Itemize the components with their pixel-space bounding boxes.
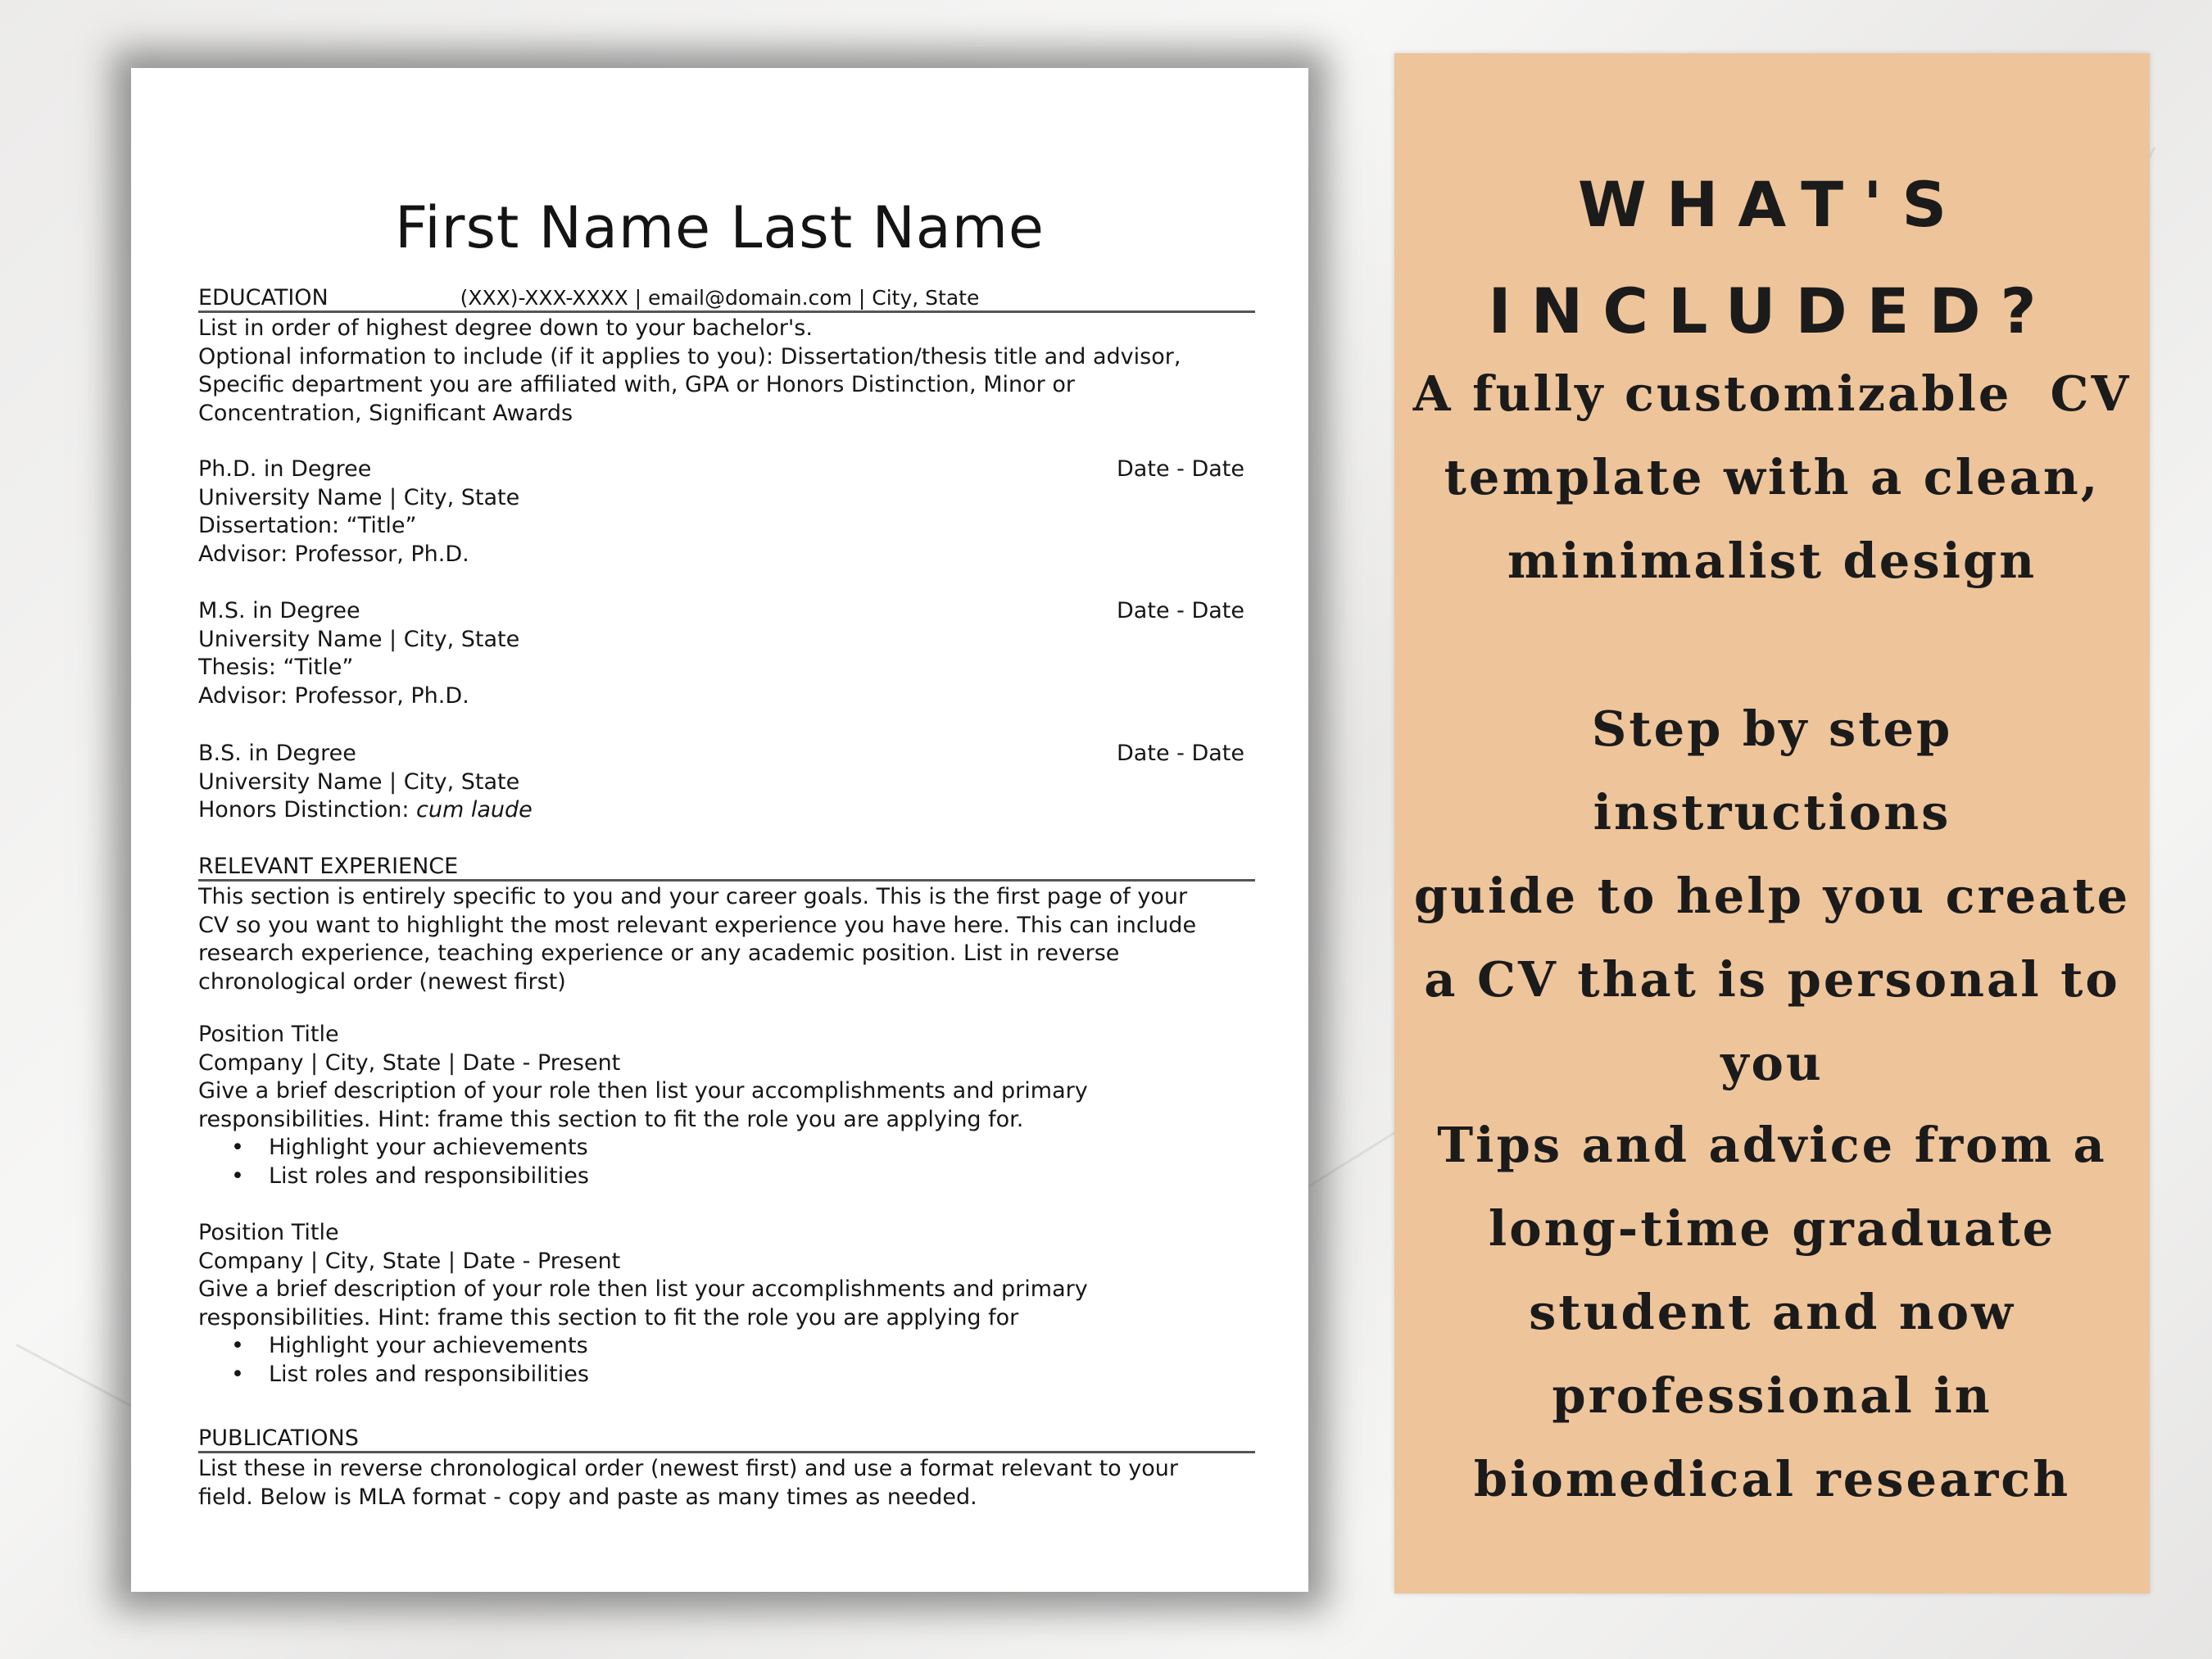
resume-contact: (XXX)-XXX-XXXX | email@domain.com | City, State: [460, 286, 980, 310]
feature-line: professional in: [1552, 1367, 1992, 1424]
experience-heading: [198, 855, 1255, 882]
degree-advisor: Advisor: Professor, Ph.D.: [198, 541, 469, 567]
position-bullet: [198, 1361, 1378, 1389]
position-title: Position Title: [198, 1022, 339, 1047]
feature-line: a CV that is personal to: [1424, 951, 2120, 1008]
position-company: Company | City, State | Date - Present: [198, 1049, 621, 1076]
position-desc: Give a brief description of your role then list your accomplishments and primary: [198, 1078, 1088, 1104]
feature-tips: [1411, 1104, 2133, 1521]
experience-heading-text: RELEVANT EXPERIENCE: [198, 854, 459, 879]
publications-intro-line: List these in reverse chronological order (newest first) and use a format relevant to your: [198, 1456, 1178, 1481]
experience-intro-line: chronological order (newest first): [198, 968, 566, 995]
feature-instructions: [1411, 687, 2133, 1105]
education-intro-line: Specific department you are affiliated with, GPA or Honors Distinction, Minor or: [198, 372, 1075, 397]
position-desc: responsibilities. Hint: frame this section to fit the role you are applying for.: [198, 1106, 1024, 1132]
panel-heading-line: INCLUDED?: [1488, 274, 2056, 347]
experience-intro: [198, 883, 1378, 996]
bullet-text: List roles and responsibilities: [269, 1163, 589, 1189]
experience-intro-line: CV so you want to highlight the most relevant experience you have here. This can include: [198, 912, 1197, 938]
position-desc: responsibilities. Hint: frame this section to fit the role you are applying for: [198, 1304, 1019, 1330]
position-bullet: [198, 1163, 1378, 1191]
position-bullet: [198, 1134, 1378, 1163]
bullet-text: Highlight your achievements: [269, 1333, 588, 1358]
feature-line: student and now: [1529, 1284, 2015, 1340]
education-intro-line: List in order of highest degree down to your bachelor's.: [198, 315, 813, 341]
position-bullet: [198, 1332, 1378, 1361]
degree-honors: [198, 796, 1378, 825]
position-title: Position Title: [198, 1220, 339, 1245]
feature-line: A fully customizable CV: [1412, 365, 2132, 422]
education-intro: [198, 315, 1378, 428]
education-heading-text: EDUCATION: [198, 285, 329, 310]
feature-line: template with a clean,: [1444, 449, 2101, 505]
bullet-text: Highlight your achievements: [269, 1135, 588, 1160]
degree-dates: Date - Date: [1117, 598, 1244, 623]
bullet-text: List roles and responsibilities: [269, 1361, 589, 1387]
experience-intro-line: research experience, teaching experience or any academic position. List in reverse: [198, 941, 1120, 966]
feature-line: long-time graduate: [1488, 1200, 2056, 1257]
feature-line: Tips and advice from a: [1437, 1117, 2107, 1173]
panel-heading: [1394, 152, 2150, 365]
publications-intro: [198, 1455, 1378, 1512]
feature-line: guide to help you create: [1413, 868, 2131, 924]
position-company: Company | City, State | Date - Present: [198, 1248, 621, 1274]
position-entry: [198, 1021, 1378, 1190]
resume-name: First Name Last Name: [395, 194, 1045, 261]
degree-school: University Name | City, State: [198, 484, 520, 510]
honors-value: cum laude: [416, 797, 533, 823]
feature-line: minimalist design: [1507, 533, 2037, 589]
degree-dates: Date - Date: [1117, 456, 1244, 482]
panel-heading-line: WHAT'S: [1577, 168, 1967, 241]
resume-page: [131, 68, 1308, 1592]
publications-heading-text: PUBLICATIONS: [198, 1426, 359, 1451]
feature-line: Step by step instructions: [1591, 700, 1953, 841]
features-panel: [1394, 53, 2150, 1593]
education-intro-line: Optional information to include (if it applies to you): Dissertation/thesis title and advisor,: [198, 343, 1181, 369]
experience-intro-line: This section is entirely specific to you and your career goals. This is the first page of your: [198, 884, 1188, 909]
degree-school: University Name | City, State: [198, 626, 520, 652]
publications-heading: [198, 1427, 1255, 1453]
feature-line: biomedical research: [1473, 1451, 2071, 1507]
publications-intro-line: field. Below is MLA format - copy and paste as many times as needed.: [198, 1484, 977, 1510]
feature-customizable: [1411, 352, 2133, 603]
education-intro-line: Concentration, Significant Awards: [198, 400, 573, 426]
feature-line: you: [1720, 1035, 1824, 1091]
position-desc: Give a brief description of your role then list your accomplishments and primary: [198, 1276, 1088, 1302]
degree-title: M.S. in Degree: [198, 598, 360, 623]
degree-school: University Name | City, State: [198, 768, 520, 795]
education-heading: [198, 287, 1255, 313]
degree-detail: Thesis: “Title”: [198, 655, 354, 680]
position-entry: [198, 1219, 1378, 1389]
honors-label: Honors Distinction:: [198, 797, 417, 823]
degree-title: Ph.D. in Degree: [198, 456, 372, 482]
degree-advisor: Advisor: Professor, Ph.D.: [198, 682, 469, 709]
degree-dates: Date - Date: [1117, 741, 1244, 766]
degree-title: B.S. in Degree: [198, 741, 356, 766]
degree-detail: Dissertation: “Title”: [198, 513, 417, 538]
